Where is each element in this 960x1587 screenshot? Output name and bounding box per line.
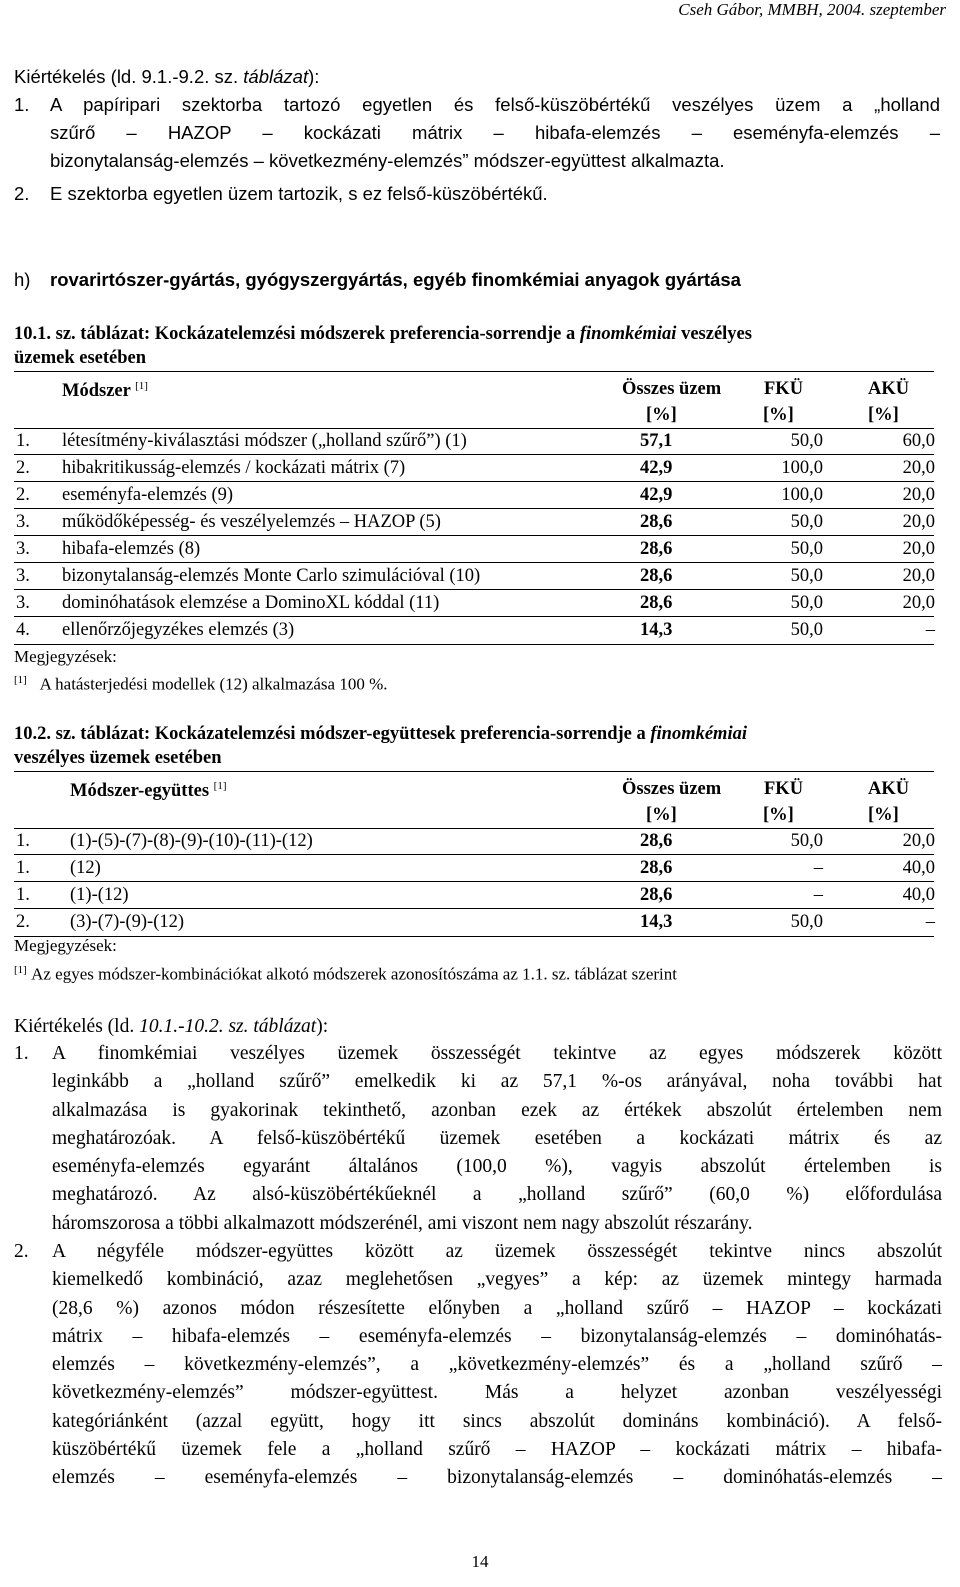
table1-aku: 20,0	[902, 458, 935, 478]
eval2-title-ital: 10.1.-10.2. sz. táblázat	[139, 1016, 317, 1037]
table1-fku: 50,0	[790, 620, 823, 640]
eval1-item1	[50, 91, 940, 175]
eval2-item2-line: kiemelkedő kombináció, azaz meglehetősen „vegyes” a kép: az üzemek mintegy harmada	[52, 1269, 942, 1291]
table1-note-text: A hatásterjedési modellek (12) alkalmazása 100 %.	[39, 674, 388, 694]
table2-bottom-rule	[14, 936, 934, 937]
table1-rank: 3.	[16, 512, 30, 532]
eval2-item1-number: 1.	[14, 1043, 29, 1064]
table1-note	[14, 668, 387, 697]
eval2-item1-line: eseményfa-elemzés egyaránt általános (100,0 %), vagyis abszolút értelemben is	[52, 1156, 942, 1178]
eval2-item2-line: küszöbértékű üzemek fele a „holland szűrő – HAZOP – kockázati mátrix – hibafa-	[52, 1439, 942, 1461]
table2-row-rule	[14, 881, 934, 882]
eval1-item1-number: 1.	[14, 94, 30, 115]
table2-rank: 1.	[16, 858, 30, 878]
section-h-label: h)	[14, 269, 31, 290]
page-number: 14	[471, 1552, 489, 1571]
table2-note-text: Az egyes módszer-kombinációkat alkotó módszerek azonosítószáma az 1.1. sz. táblázat szerint	[31, 964, 677, 984]
eval2-item1-line: leginkább a „holland szűrő” emelkedik ki az 57,1 %-os arányával, noha további hat	[52, 1071, 942, 1093]
table2-row-rule	[14, 854, 934, 855]
table1-aku: 20,0	[902, 593, 935, 613]
eval1-title-pre: Kiértékelés (ld. 9.1.-9.2. sz.	[14, 66, 244, 87]
table2-aku: 20,0	[902, 831, 935, 851]
table1-method: létesítmény-kiválasztási módszer („holland szűrő”) (1)	[62, 431, 467, 451]
table2-note	[14, 958, 677, 987]
table2-rank: 1.	[16, 831, 30, 851]
table2-method: (3)-(7)-(9)-(12)	[70, 912, 185, 932]
table2-note-label: Megjegyzések:	[14, 936, 117, 955]
table1-row-rule	[14, 535, 934, 536]
table1-bottom-rule	[14, 644, 934, 645]
table2-aku: –	[925, 912, 935, 932]
table1-fku: 50,0	[790, 512, 823, 532]
table2-caption-line2: veszélyes üzemek esetében	[14, 748, 222, 768]
table1-rank: 4.	[16, 620, 30, 640]
table2-aku: 40,0	[902, 885, 935, 905]
table1-aku: 60,0	[902, 431, 935, 451]
eval2-item2-number: 2.	[14, 1241, 29, 1262]
eval2-item2-line: kategóriánként (azzal együtt, hogy itt sincs abszolút domináns kombináció). A felső-	[52, 1410, 942, 1432]
table1-row-rule	[14, 454, 934, 455]
table1-method: hibakritikusság-elemzés / kockázati mátrix (7)	[62, 458, 406, 478]
table2-fku: –	[813, 885, 823, 905]
table1-total: 28,6	[640, 566, 673, 586]
table1-rank: 3.	[16, 593, 30, 613]
eval1-item2-number: 2.	[14, 183, 30, 204]
table2-header-method	[70, 774, 227, 803]
table2-header-aku: AKÜ	[868, 779, 910, 799]
section-h-title: rovarirtószer-gyártás, gyógyszergyártás, egyéb finomkémiai anyagok gyártása	[50, 269, 741, 290]
table2-aku: 40,0	[902, 858, 935, 878]
table1-total: 28,6	[640, 593, 673, 613]
table2-rank: 1.	[16, 885, 30, 905]
table1-method: bizonytalanság-elemzés Monte Carlo szimulációval (10)	[62, 566, 481, 586]
table1-note-sup: [1]	[14, 674, 27, 686]
table1-aku: 20,0	[902, 512, 935, 532]
table2-rank: 2.	[16, 912, 30, 932]
table2-fku: 50,0	[790, 912, 823, 932]
table1-row-rule	[14, 589, 934, 590]
eval2-item1-line: alkalmazása is gyakorinak tekinthető, azonban ezek az értékek abszolút értelemben nem	[52, 1099, 942, 1121]
table1-fku: 50,0	[790, 539, 823, 559]
table1-caption-ital: finomkémiai	[579, 324, 677, 344]
table1-method: eseményfa-elemzés (9)	[62, 485, 234, 505]
table1-header-method-label: Módszer	[62, 381, 131, 402]
table1-aku: –	[925, 620, 935, 640]
table1-header-aku-unit: [%]	[868, 405, 899, 425]
table2-header-fku: FKÜ	[764, 779, 804, 799]
table1-note-label: Megjegyzések:	[14, 647, 117, 666]
table1-aku: 20,0	[902, 566, 935, 586]
table2-header-method-sup: [1]	[213, 780, 227, 792]
table2-fku: 50,0	[790, 831, 823, 851]
table1-header-method	[62, 374, 148, 403]
table1-method: működőképesség- és veszélyelemzés – HAZOP (5)	[62, 512, 441, 532]
table1-row-rule	[14, 616, 934, 617]
eval2-item2	[52, 1238, 942, 1493]
table1-total: 28,6	[640, 512, 673, 532]
table1-rank: 2.	[16, 485, 30, 505]
eval1-item1-line: szűrő – HAZOP – kockázati mátrix – hibafa-elemzés – eseményfa-elemzés –	[50, 122, 940, 143]
table1-caption-line2: üzemek esetében	[14, 348, 147, 368]
table2-fku: –	[813, 858, 823, 878]
table1-row-rule	[14, 481, 934, 482]
table1-fku: 100,0	[781, 485, 823, 505]
eval1-item1-line: bizonytalanság-elemzés – következmény-elemzés” módszer-együttest alkalmazta.	[50, 150, 725, 171]
table1-fku: 50,0	[790, 593, 823, 613]
table1-rank: 3.	[16, 539, 30, 559]
table2-method: (1)-(12)	[70, 885, 129, 905]
table1-aku: 20,0	[902, 539, 935, 559]
table2-caption-ital: finomkémiai	[650, 724, 747, 744]
table1-total: 28,6	[640, 539, 673, 559]
eval2-title-pre: Kiértékelés (ld.	[14, 1016, 140, 1037]
table2-total: 14,3	[640, 912, 673, 932]
table2-header-fku-unit: [%]	[763, 805, 794, 825]
table1-method: dominóhatások elemzése a DominoXL kóddal (11)	[62, 593, 440, 613]
table2-row-rule	[14, 908, 934, 909]
table1-rank: 3.	[16, 566, 30, 586]
table1-header-aku: AKÜ	[868, 379, 910, 399]
eval1-title-ital: táblázat	[243, 66, 309, 87]
table2-caption-pre: 10.2. sz. táblázat: Kockázatelemzési módszer-együttesek preferencia-sorrendje a	[14, 724, 651, 744]
eval1-item1-line: A papíripari szektorba tartozó egyetlen és felső-küszöbértékű veszélyes üzem a „holland	[50, 94, 940, 115]
eval2-item1-line: háromszorosa a többi alkalmazott módszerénél, ami viszont nem nagy abszolút részarány.	[52, 1212, 753, 1234]
table1-fku: 100,0	[781, 458, 823, 478]
eval2-item1-line: meghatározóak. A felső-küszöbértékű üzemek esetében a kockázati mátrix és az	[52, 1127, 942, 1149]
table1-caption-post: veszélyes	[676, 324, 752, 344]
table1-rank: 1.	[16, 431, 30, 451]
table2-method: (1)-(5)-(7)-(8)-(9)-(10)-(11)-(12)	[70, 831, 313, 851]
eval1-title	[14, 63, 319, 91]
table1-header-fku: FKÜ	[764, 379, 804, 399]
table2-method: (12)	[70, 858, 101, 878]
table1-total: 57,1	[640, 431, 673, 451]
eval2-item2-line: A négyféle módszer-együttes között az üzemek összességét tekintve nincs abszolút	[52, 1241, 942, 1262]
eval2-item2-line: elemzés – következmény-elemzés”, a „következmény-elemzés” és a „holland szűrő –	[52, 1354, 942, 1376]
eval2-title	[14, 1013, 328, 1041]
table2-header-method-label: Módszer-együttes	[70, 781, 210, 802]
table2-note-sup: [1]	[14, 964, 27, 976]
table1-total: 14,3	[640, 620, 673, 640]
eval2-title-post: ):	[316, 1016, 329, 1037]
table1-aku: 20,0	[902, 485, 935, 505]
table1-method: ellenőrzőjegyzékes elemzés (3)	[62, 620, 295, 640]
eval2-item2-line: következmény-elemzés” módszer-együttest. Más a helyzet azonban veszélyességi	[52, 1382, 942, 1404]
eval2-item2-line: (28,6 %) azonos módon részesítette előnyben a „holland szűrő – HAZOP – kockázati	[52, 1297, 942, 1319]
table2-header-total-unit: [%]	[646, 805, 677, 825]
eval1-item2: E szektorba egyetlen üzem tartozik, s ez felső-küszöbértékű.	[50, 183, 548, 204]
table2-total: 28,6	[640, 858, 673, 878]
table1-top-rule	[14, 371, 934, 372]
eval1-title-post: ):	[308, 66, 320, 87]
table1-row-rule	[14, 508, 934, 509]
table1-header-method-sup: [1]	[135, 380, 148, 392]
eval2-item1-line: A finomkémiai veszélyes üzemek összességét tekintve az egyes módszerek között	[52, 1043, 942, 1064]
table2-total: 28,6	[640, 885, 673, 905]
table1-rank: 2.	[16, 458, 30, 478]
table1-total: 42,9	[640, 458, 673, 478]
table2-header-total: Összes üzem	[622, 779, 722, 799]
eval2-item1-line: meghatározó. Az alsó-küszöbértékűeknél a „holland szűrő” (60,0 %) előfordulása	[52, 1184, 942, 1206]
table1-header-total: Összes üzem	[622, 379, 722, 399]
table2-total: 28,6	[640, 831, 673, 851]
table1-row-rule	[14, 562, 934, 563]
table1-caption-pre: 10.1. sz. táblázat: Kockázatelemzési módszerek preferencia-sorrendje a	[14, 324, 580, 344]
table2-caption	[14, 722, 934, 770]
table2-header-aku-unit: [%]	[868, 805, 899, 825]
table1-total: 42,9	[640, 485, 673, 505]
table1-method: hibafa-elemzés (8)	[62, 539, 201, 559]
eval2-item2-line: elemzés – eseményfa-elemzés – bizonytalanság-elemzés – dominóhatás-elemzés –	[52, 1467, 942, 1489]
eval2-item1	[52, 1040, 942, 1238]
running-header: Cseh Gábor, MMBH, 2004. szeptember	[678, 0, 946, 19]
table1-header-total-unit: [%]	[646, 405, 677, 425]
eval2-item2-line: mátrix – hibafa-elemzés – eseményfa-elemzés – bizonytalanság-elemzés – dominóhatás-	[52, 1325, 942, 1347]
table2-top-rule	[14, 771, 934, 772]
table1-caption	[14, 322, 934, 370]
table1-fku: 50,0	[790, 431, 823, 451]
table1-fku: 50,0	[790, 566, 823, 586]
table1-header-fku-unit: [%]	[763, 405, 794, 425]
